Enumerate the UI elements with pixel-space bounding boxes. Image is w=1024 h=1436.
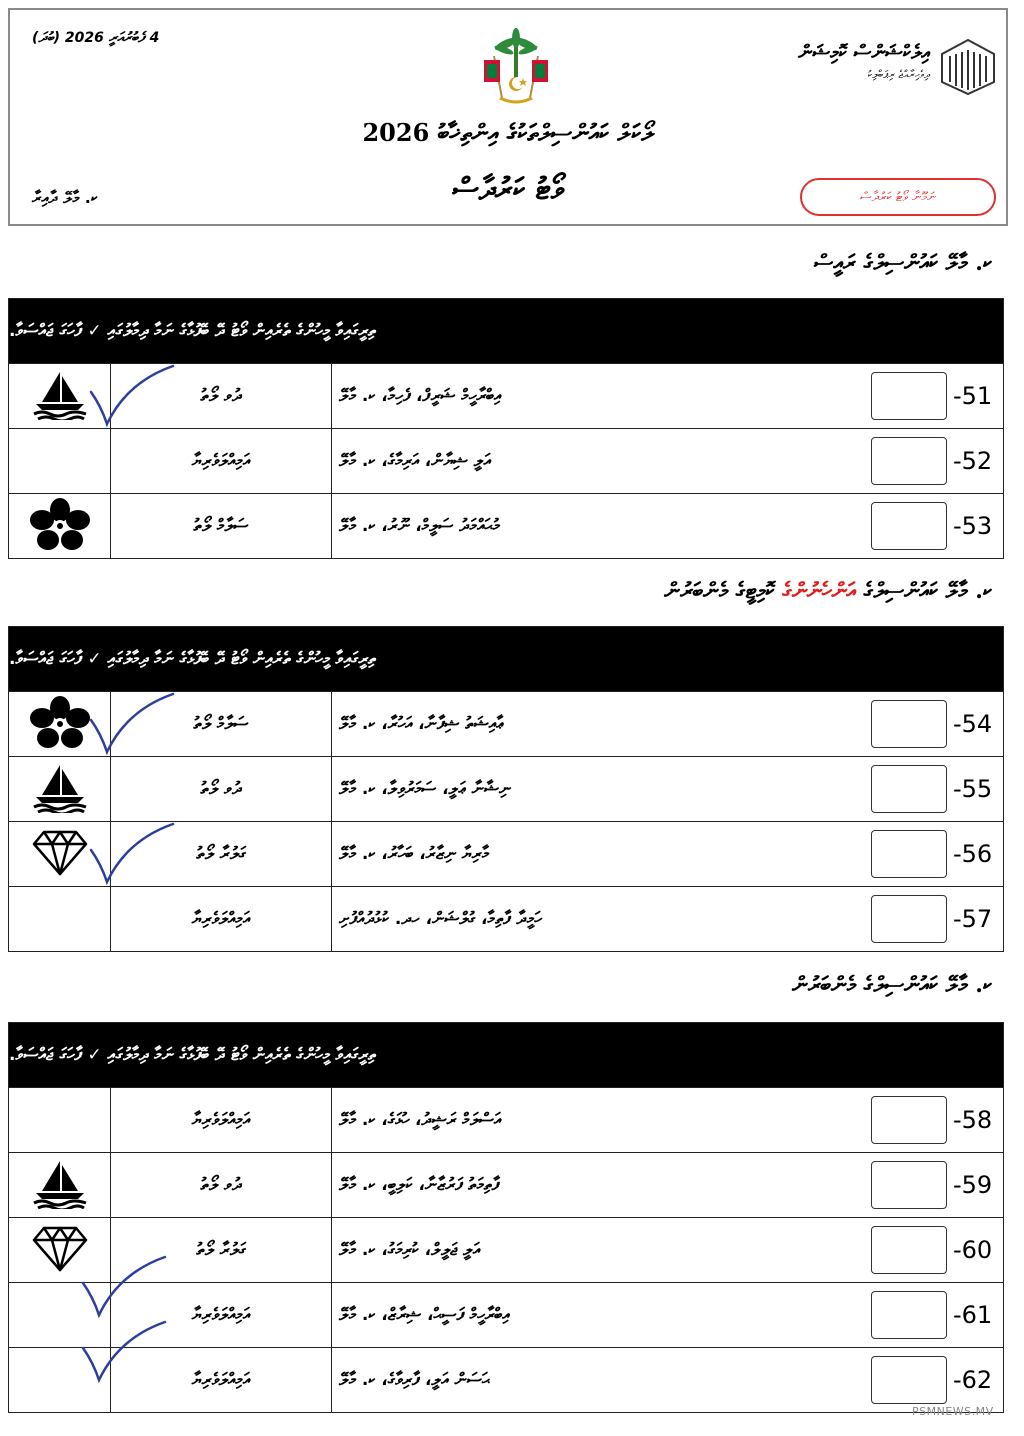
candidate-number: -56 (953, 840, 993, 868)
section-title-2-part3: ކޮމިޓީގެ މެންބަރުން (664, 578, 775, 604)
candidate-number: -53 (953, 512, 993, 540)
candidate-table-1 (8, 298, 1004, 559)
vote-box[interactable] (871, 1096, 947, 1144)
watermark: PSMNEWS.MV (912, 1405, 994, 1418)
date-line: 4 ފެބުރުއަރީ 2026 (ބުދަ) (32, 30, 160, 46)
candidate-number: -55 (953, 775, 993, 803)
party-name: އަމިއްލަވެރިޔާ (111, 1283, 332, 1347)
candidate-number: -54 (953, 710, 993, 738)
party-name: ސަލާމް ލޯތު (111, 494, 332, 558)
vote-box[interactable] (871, 437, 947, 485)
party-name: ދުވ ލޯތު (111, 364, 332, 428)
candidate-name: މާރިޔާ ނިޒާރު، ބަހާރު، ކ. މާލޭ (339, 844, 489, 864)
party-symbol-cell (9, 1153, 111, 1217)
section-title-2-part1: ކ. މާލޭ ކައުންސިލްގެ (863, 578, 992, 604)
candidate-number: -62 (953, 1366, 993, 1394)
candidate-number: -59 (953, 1171, 993, 1199)
vote-box[interactable] (871, 895, 947, 943)
candidate-row (9, 821, 1003, 886)
candidate-row (9, 691, 1003, 756)
diamond-icon (30, 1222, 90, 1278)
section-title-1: ކ. މާލޭ ކައުންސިލްގެ ރައީސް (813, 250, 992, 276)
section-title-2 (664, 578, 992, 604)
candidate-row (9, 1217, 1003, 1282)
vote-box[interactable] (871, 830, 947, 878)
candidate-number: -51 (953, 382, 993, 410)
flower-icon (30, 498, 90, 554)
vote-box[interactable] (871, 1226, 947, 1274)
candidate-number: -52 (953, 447, 993, 475)
org-subtitle: ދިވެހިރާއްޖެ ރިޕަބްލިކު (867, 68, 930, 81)
candidate-row (9, 428, 1003, 493)
ballot-subtitle: ވޯޓު ކަރުދާސް (452, 172, 564, 207)
vote-box[interactable] (871, 1161, 947, 1209)
election-commission-logo (938, 36, 998, 96)
candidate-row (9, 1152, 1003, 1217)
candidate-number: -61 (953, 1301, 993, 1329)
candidate-row (9, 886, 1003, 951)
vote-box[interactable] (871, 502, 947, 550)
rows-1 (9, 363, 1003, 558)
candidate-row (9, 1087, 1003, 1152)
rows-2 (9, 691, 1003, 951)
party-symbol-cell (9, 1088, 111, 1152)
table-instruction: ތިރީގައިވާ މީހުންގެ ތެރެއިން ވޯޓު ދޭ ބޭފުޅާގެ ނަމާ ދިމާލުގައި ✓ ފާހަގަ ޖައްސަވާ. (9, 299, 1003, 363)
vote-box[interactable] (871, 372, 947, 420)
candidate-number: -60 (953, 1236, 993, 1264)
party-symbol-cell (9, 822, 111, 886)
org-name: އިލެކްޝަންސް ކޮމިޝަން (798, 40, 930, 64)
candidate-row (9, 363, 1003, 428)
party-name: ދުވ ލޯތު (111, 757, 332, 821)
candidate-name: ޙަސަން އަލީ، ފާރިވާގެ، ކ. މާލޭ (339, 1370, 490, 1390)
vote-box[interactable] (871, 1356, 947, 1404)
rows-3 (9, 1087, 1003, 1412)
table-instruction: ތިރީގައިވާ މީހުންގެ ތެރެއިން ވޯޓު ދޭ ބޭފުޅާގެ ނަމާ ދިމާލުގައި ✓ ފާހަގަ ޖައްސަވާ. (9, 1023, 1003, 1087)
boat-icon (30, 1157, 90, 1213)
ballot-title: ލޯކަލް ކައުންސިލްތަކުގެ އިންތިޚާބު 2026 (362, 118, 654, 147)
vote-box[interactable] (871, 1291, 947, 1339)
candidate-name: ނިޝާނާ ޢަލީ، ސަމަރުވިލާ، ކ. މާލޭ (339, 779, 511, 799)
party-symbol-cell (9, 757, 111, 821)
party-name: ގަލުރާ ލޯތު (111, 822, 332, 886)
section-title-3: ކ. މާލޭ ކައުންސިލްގެ މެންބަރުން (792, 972, 992, 998)
party-symbol-cell (9, 364, 111, 428)
diamond-icon (30, 826, 90, 882)
candidate-name: ޢާއިޝަތު ޝިފާނާ، އަހުރާ، ކ. މާލޭ (339, 714, 505, 734)
candidate-name: އިބްރާހީމް ޝަރީފް، ފެހިމާ، ކ. މާލޭ (339, 386, 502, 406)
party-symbol-cell (9, 1218, 111, 1282)
vote-box[interactable] (871, 765, 947, 813)
candidate-name: ފާތިމަތު ފަރުޒާނާ، ކަލިބީ، ކ. މާލޭ (339, 1175, 500, 1195)
candidate-table-2 (8, 626, 1004, 952)
candidate-row (9, 1347, 1003, 1412)
boat-icon (30, 368, 90, 424)
party-symbol-cell (9, 1283, 111, 1347)
table-instruction: ތިރީގައިވާ މީހުންގެ ތެރެއިން ވޯޓު ދޭ ބޭފުޅާގެ ނަމާ ދިމާލުގައި ✓ ފާހަގަ ޖައްސަވާ. (9, 627, 1003, 691)
party-name: ގަލުރާ ލޯތު (111, 1218, 332, 1282)
candidate-row (9, 493, 1003, 558)
boat-icon (30, 761, 90, 817)
party-name: އަމިއްލަވެރިޔާ (111, 887, 332, 951)
flower-icon (30, 696, 90, 752)
sample-stamp: ނަމޫނާ ވޯޓު ކަރުދާސް (800, 178, 996, 216)
party-name: އަމިއްލަވެރިޔާ (111, 1348, 332, 1412)
candidate-row (9, 1282, 1003, 1347)
party-name: އަމިއްލަވެރިޔާ (111, 429, 332, 493)
party-name: އަމިއްލަވެރިޔާ (111, 1088, 332, 1152)
section-title-2-highlight: އަންހެނުންގެ (782, 578, 856, 604)
party-symbol-cell (9, 887, 111, 951)
candidate-name: އަސްލަމް ރަޝީދު، ހުޅަގެ، ކ. މާލޭ (339, 1110, 502, 1130)
party-name: ސަލާމް ލޯތު (111, 692, 332, 756)
vote-box[interactable] (871, 700, 947, 748)
party-symbol-cell (9, 429, 111, 493)
candidate-name: އަލީ ޖަލީލް، ކުރިމަގު، ކ. މާލޭ (339, 1240, 481, 1260)
party-name: ދުވ ލޯތު (111, 1153, 332, 1217)
org-block (798, 40, 930, 82)
candidate-name: މުޙައްމަދު ސަލީމް، ނޫރު، ކ. މާލޭ (339, 516, 500, 536)
party-symbol-cell (9, 692, 111, 756)
party-symbol-cell (9, 1348, 111, 1412)
party-symbol-cell (9, 494, 111, 558)
candidate-name: އިބްރާހީމް ފަސީޙް، ޝިރާޒް، ކ. މާލޭ (339, 1305, 511, 1325)
candidate-name: ހަމީދާ ފާތިމާ، ގުލްޝަން، ހދ. ކުޅުދުއްފުށި (339, 909, 542, 929)
candidate-name: އަލީ ޝިޔާން، އަރިމާގެ، ކ. މާލޭ (339, 451, 491, 471)
candidate-number: -58 (953, 1106, 993, 1134)
candidate-row (9, 756, 1003, 821)
state-emblem (476, 28, 556, 108)
candidate-table-3 (8, 1022, 1004, 1413)
atoll-label: ކ. މާލޭ ދާއިރާ (32, 188, 98, 207)
candidate-number: -57 (953, 905, 993, 933)
ballot-header (8, 8, 1008, 226)
